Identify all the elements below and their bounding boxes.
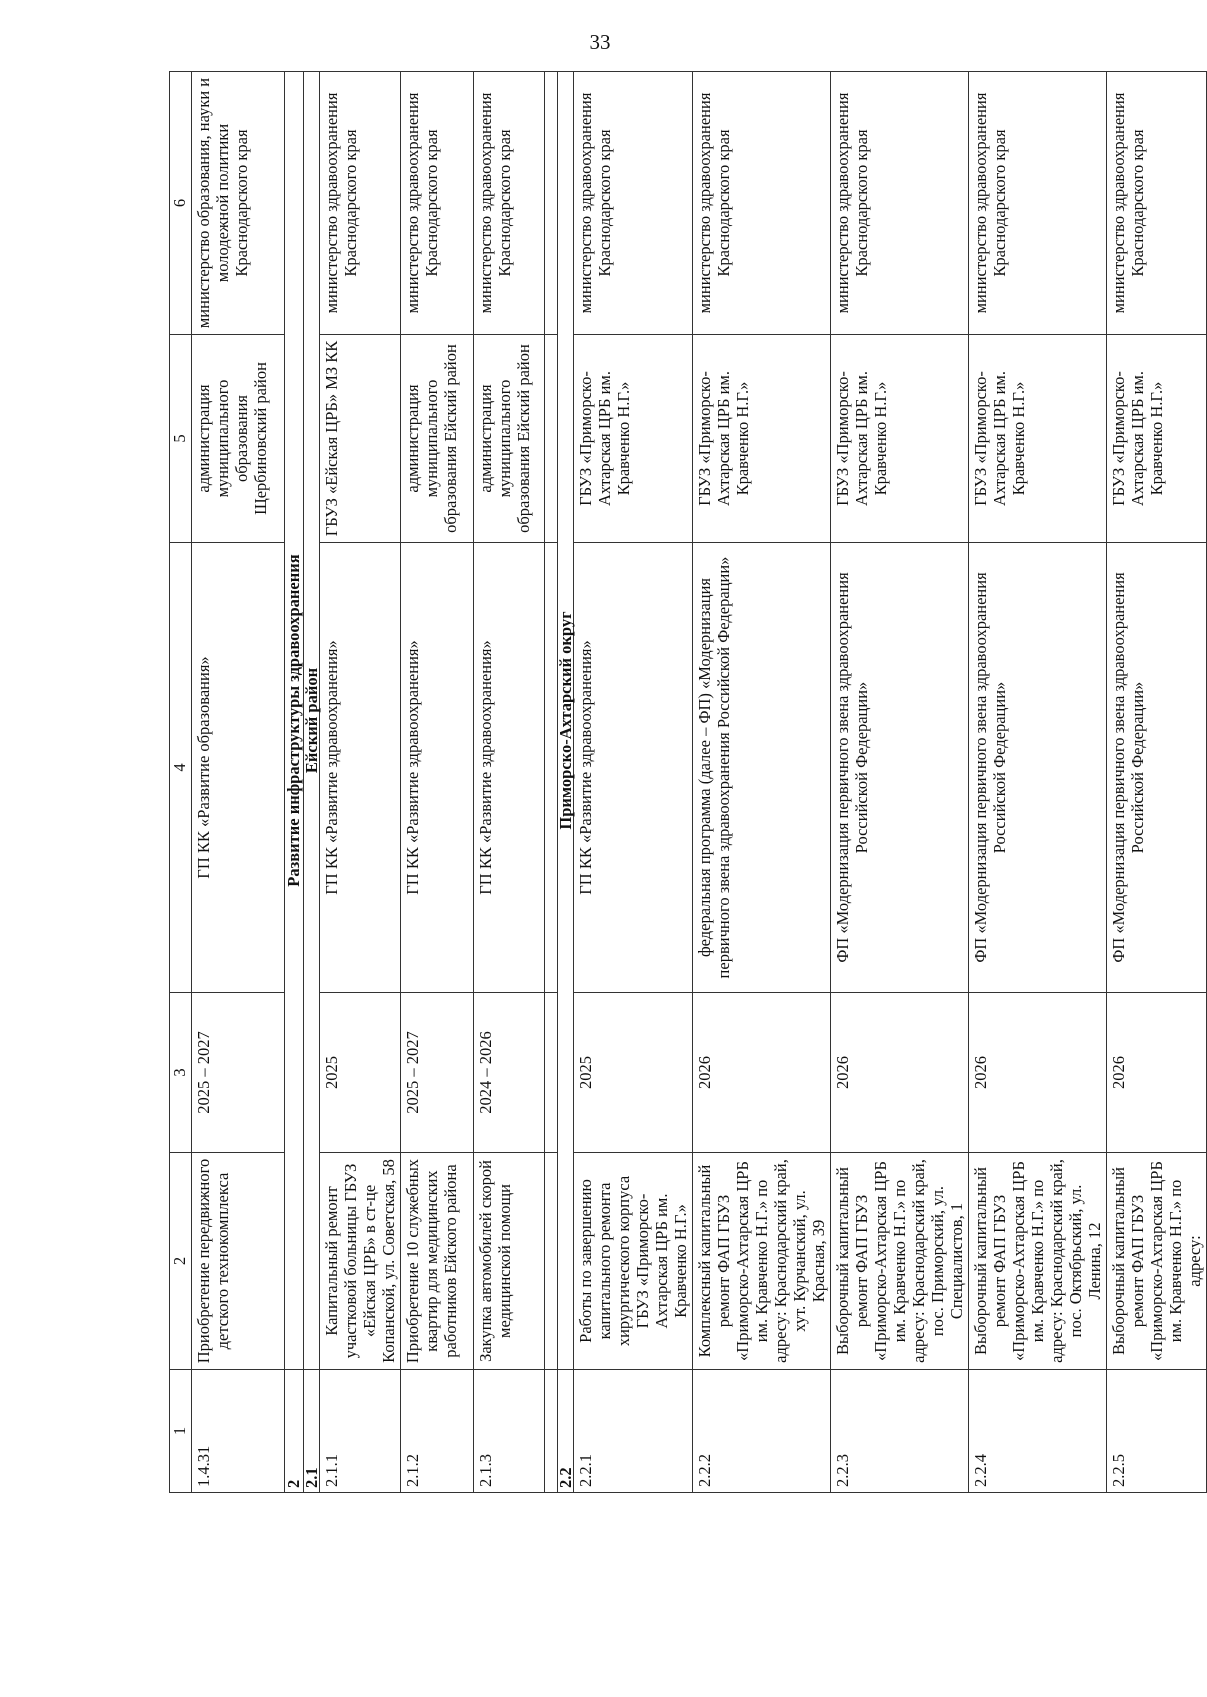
table-row (1107, 72, 1207, 1493)
executor: ГБУЗ «Приморско-Ахтарская ЦРБ им. Кравченко Н.Г.» (1107, 335, 1207, 543)
measure-name: Приобретение передвижного детского технокомплекса (192, 1153, 285, 1370)
period: 2025 (320, 993, 401, 1153)
row-number: 2.1.3 (474, 1370, 545, 1493)
subsection-row (558, 72, 574, 1493)
period: 2026 (693, 993, 831, 1153)
table-row (474, 72, 545, 1493)
measure-name: Закупка автомобилей скорой медицинской помощи (474, 1153, 545, 1370)
measure-name: Выборочный капитальный ремонт ФАП ГБУЗ «Приморско-Ахтарская ЦРБ им. Кравченко Н.Г.» по адресу: (1107, 1153, 1207, 1370)
ministry: министерство здравоохранения Краснодарского края (320, 72, 401, 335)
row-number: 1.4.31 (192, 1370, 285, 1493)
section-title: Развитие инфраструктуры здравоохранения (285, 72, 304, 1370)
ministry: министерство образования, науки и молодежной политики Краснодарского края (192, 72, 285, 335)
subsection-row (304, 72, 320, 1493)
table-row (693, 72, 831, 1493)
program: ГП КК «Развитие здравоохранения» (320, 543, 401, 993)
period: 2025 – 2027 (192, 993, 285, 1153)
program: ФП «Модернизация первичного звена здравоохранения Российской Федерации» (1107, 543, 1207, 993)
row-number: 2.1.2 (401, 1370, 474, 1493)
header-row (170, 72, 192, 1493)
period: 2026 (969, 993, 1107, 1153)
program: ГП КК «Развитие образования» (192, 543, 285, 993)
measures-table (169, 71, 1207, 1493)
header-cell: 5 (170, 335, 192, 543)
period: 2025 – 2027 (401, 993, 474, 1153)
ministry: министерство здравоохранения Краснодарского края (401, 72, 474, 335)
measure-name: Комплексный капитальный ремонт ФАП ГБУЗ «Приморско-Ахтарская ЦРБ им. Кравченко Н.Г.» по адресу: Краснодарский край, хут. Курчанский, ул. Красная, 39 (693, 1153, 831, 1370)
executor: ГБУЗ «Приморско-Ахтарская ЦРБ им. Кравченко Н.Г.» (969, 335, 1107, 543)
page-number: 33 (589, 30, 611, 54)
period: 2026 (1107, 993, 1207, 1153)
executor: ГБУЗ «Ейская ЦРБ» МЗ КК (320, 335, 401, 543)
header-cell: 3 (170, 993, 192, 1153)
table-row (831, 72, 969, 1493)
program: федеральная программа (далее – ФП) «Модернизация первичного звена здравоохранения Российской Федерации» (693, 543, 831, 993)
header-cell: 4 (170, 543, 192, 993)
ministry: министерство здравоохранения Краснодарского края (574, 72, 693, 335)
ministry: министерство здравоохранения Краснодарского края (693, 72, 831, 335)
header-cell: 2 (170, 1153, 192, 1370)
row-number: 2.2.2 (693, 1370, 831, 1493)
table-row (574, 72, 693, 1493)
table-row (401, 72, 474, 1493)
executor: ГБУЗ «Приморско-Ахтарская ЦРБ им. Кравченко Н.Г.» (831, 335, 969, 543)
period: 2024 – 2026 (474, 993, 545, 1153)
measure-name: Капитальный ремонт участковой больницы ГБУЗ «Ейская ЦРБ» в ст-це Копанской, ул. Советская, 58 (320, 1153, 401, 1370)
table-row (969, 72, 1107, 1493)
ministry: министерство здравоохранения Краснодарского края (474, 72, 545, 335)
row-number: 2.2.4 (969, 1370, 1107, 1493)
period: 2025 (574, 993, 693, 1153)
section-number: 2 (285, 1370, 304, 1493)
program: ФП «Модернизация первичного звена здравоохранения Российской Федерации» (969, 543, 1107, 993)
table-row (192, 72, 285, 1493)
header-cell: 6 (170, 72, 192, 335)
subsection-number: 2.2 (558, 1370, 574, 1493)
section-row (285, 72, 304, 1493)
subsection-number: 2.1 (304, 1370, 320, 1493)
subsection-title: Ейский район (304, 72, 320, 1370)
ministry: министерство здравоохранения Краснодарского края (831, 72, 969, 335)
row-number: 2.2.3 (831, 1370, 969, 1493)
program: ГП КК «Развитие здравоохранения» (401, 543, 474, 993)
executor: администрация муниципального образования Ейский район (401, 335, 474, 543)
rotated-table-container (169, 72, 1204, 1493)
measure-name: Работы по завершению капитального ремонта хирургического корпуса ГБУЗ «Приморско-Ахтарская ЦРБ им. Кравченко Н.Г.» (574, 1153, 693, 1370)
measure-name: Выборочный капитальный ремонт ФАП ГБУЗ «Приморско-Ахтарская ЦРБ им. Кравченко Н.Г.» по адресу: Краснодарский край, пос. Октябрьский, ул. Ленина, 12 (969, 1153, 1107, 1370)
row-number: 2.2.1 (574, 1370, 693, 1493)
subsection-title: Приморско-Ахтарский округ (558, 72, 574, 1370)
measure-name: Приобретение 10 служебных квартир для медицинских работников Ейского района (401, 1153, 474, 1370)
ministry: министерство здравоохранения Краснодарского края (969, 72, 1107, 335)
program: ФП «Модернизация первичного звена здравоохранения Российской Федерации» (831, 543, 969, 993)
executor: администрация муниципального образования Ейский район (474, 335, 545, 543)
row-number: 2.2.5 (1107, 1370, 1207, 1493)
executor: администрация муниципального образования Щербиновский район (192, 335, 285, 543)
header-cell: 1 (170, 1370, 192, 1493)
program: ГП КК «Развитие здравоохранения» (474, 543, 545, 993)
executor: ГБУЗ «Приморско-Ахтарская ЦРБ им. Кравченко Н.Г.» (574, 335, 693, 543)
table-row (320, 72, 401, 1493)
row-number: 2.1.1 (320, 1370, 401, 1493)
ministry: министерство здравоохранения Краснодарского края (1107, 72, 1207, 335)
measure-name: Выборочный капитальный ремонт ФАП ГБУЗ «Приморско-Ахтарская ЦРБ им. Кравченко Н.Г.» по адресу: Краснодарский край, пос. Приморский, ул. Специалистов, 1 (831, 1153, 969, 1370)
period: 2026 (831, 993, 969, 1153)
executor: ГБУЗ «Приморско-Ахтарская ЦРБ им. Кравченко Н.Г.» (693, 335, 831, 543)
program: ГП КК «Развитие здравоохранения» (574, 543, 693, 993)
